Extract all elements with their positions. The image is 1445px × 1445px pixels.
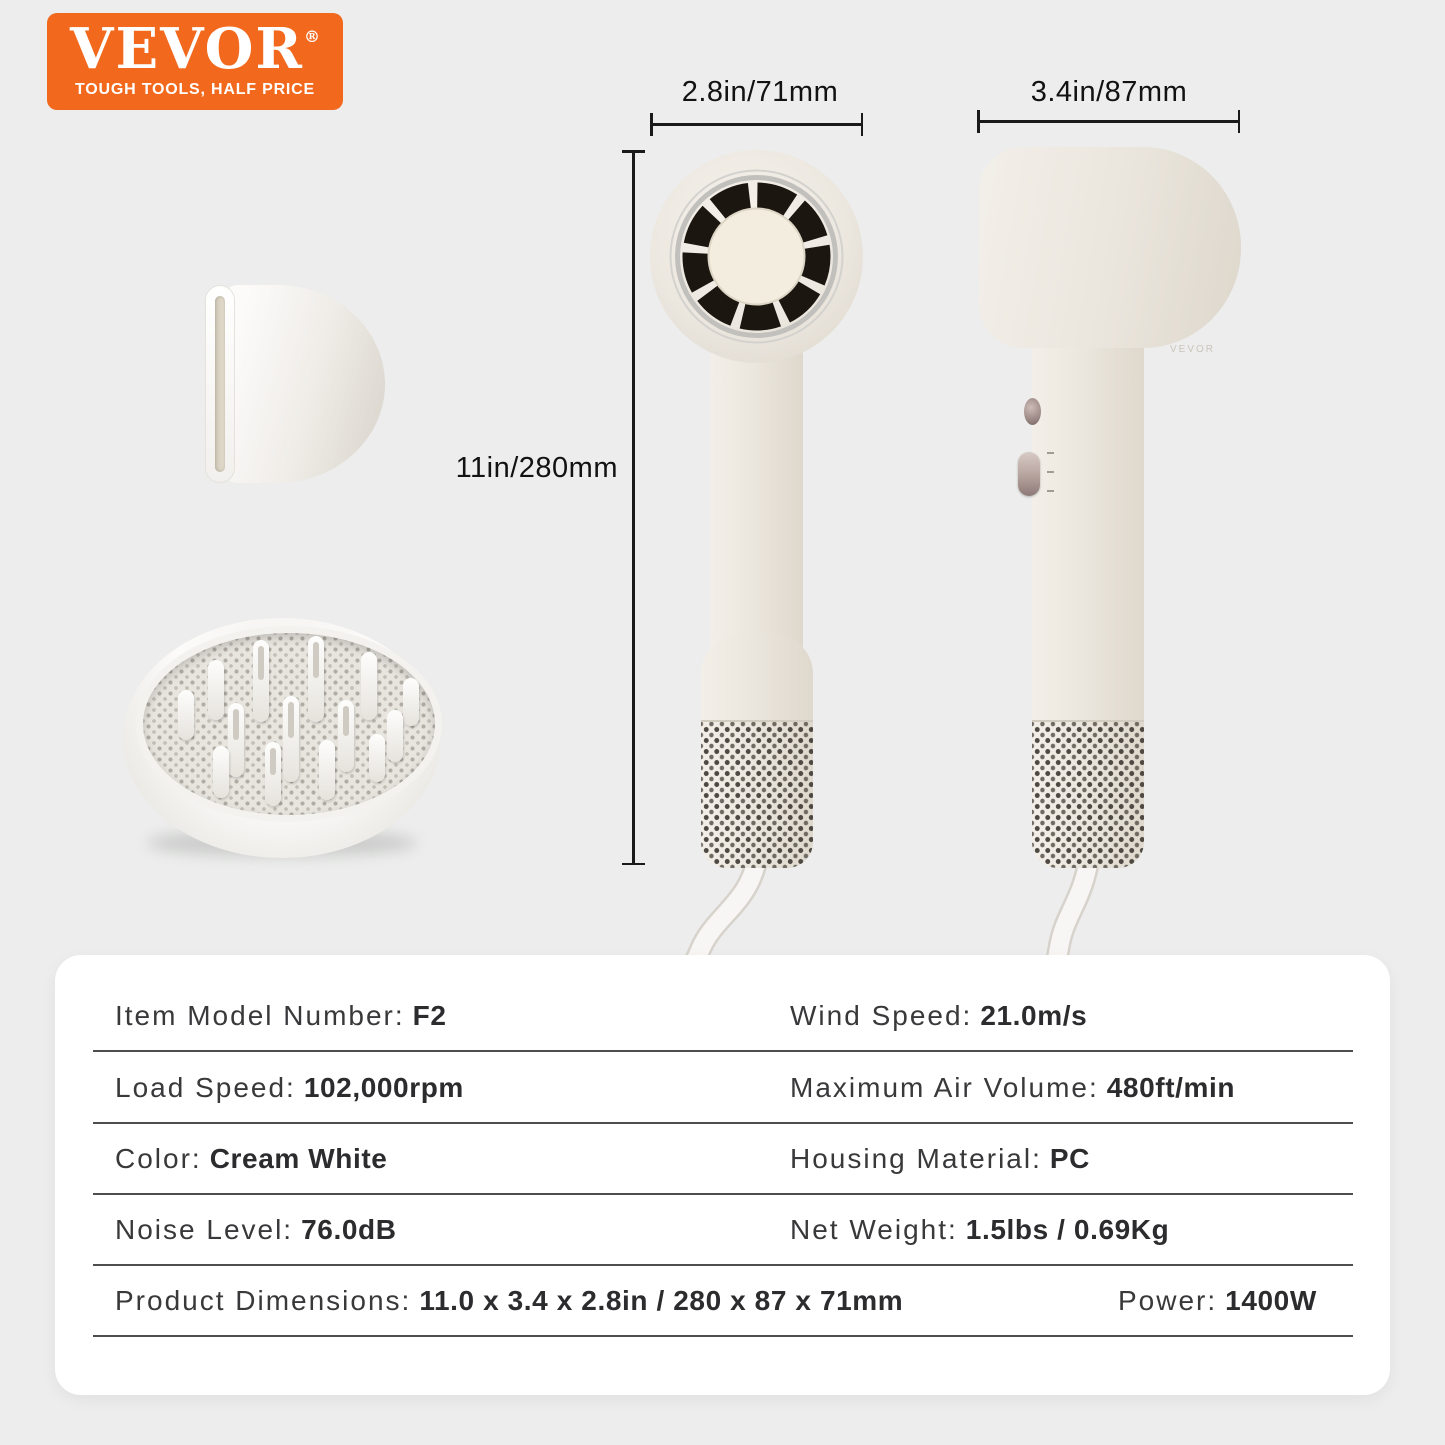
embossed-brand-text: VEVOR: [1170, 344, 1216, 355]
spec-net-weight: Net Weight: 1.5lbs / 0.69Kg: [790, 1213, 1170, 1245]
spec-product-dimensions: Product Dimensions: 11.0 x 3.4 x 2.8in / 280 x 87 x 71mm: [115, 1284, 904, 1316]
hair-dryer-side-view: [979, 147, 1241, 348]
diffuser-prong: [319, 740, 335, 800]
diffuser-prong: [387, 710, 403, 762]
hair-dryer-front-view: [650, 150, 863, 363]
diffuser-prong: [283, 696, 299, 782]
diffuser-prong: [403, 678, 419, 726]
nozzle-outlet-slit: [215, 296, 225, 472]
spec-color: Color: Cream White: [115, 1142, 388, 1174]
hair-dryer-side-handle: [1032, 330, 1144, 868]
registered-mark: ®: [303, 27, 320, 46]
spec-housing-material: Housing Material: PC: [790, 1142, 1090, 1174]
spec-item-model-number: Item Model Number: F2: [115, 999, 447, 1031]
diffuser-prong: [208, 660, 224, 720]
diffuser-prong: [338, 700, 354, 772]
nozzle-body: [223, 285, 385, 483]
switch-markings: [1047, 452, 1055, 492]
diffuser-prong: [228, 703, 244, 777]
diffuser-prong: [213, 746, 229, 798]
spec-load-speed: Load Speed: 102,000rpm: [115, 1071, 464, 1103]
hair-dryer-front-neck: [711, 348, 803, 678]
dimension-label-head-width: 2.8in/71mm: [681, 76, 839, 108]
diffuser-prong: [369, 734, 385, 782]
dimension-label-total-height: 11in/280mm: [455, 452, 618, 484]
spec-wind-speed: Wind Speed: 21.0m/s: [790, 999, 1088, 1031]
spec-table: [55, 955, 1390, 1395]
spec-row-5: [93, 1266, 1353, 1337]
diffuser-prong: [265, 742, 281, 806]
diffuser-prong: [308, 636, 324, 722]
power-button: [1024, 398, 1041, 425]
speed-switch: [1018, 452, 1040, 496]
diffuser-prong: [178, 690, 194, 740]
spec-row-2: [93, 1053, 1353, 1124]
front-vent-rings: [650, 150, 863, 363]
diffuser-prong: [253, 640, 269, 722]
dimension-label-barrel-length: 3.4in/87mm: [1030, 76, 1188, 108]
diffuser-prong: [361, 652, 377, 720]
air-inlet-perforations: [701, 720, 813, 868]
brand-tagline: TOUGH TOOLS, HALF PRICE: [74, 81, 316, 98]
spec-max-air-volume: Maximum Air Volume: 480ft/min: [790, 1071, 1236, 1103]
air-inlet-perforations: [1032, 720, 1144, 868]
hair-dryer-front-handle: [701, 634, 813, 868]
spec-power: Power: 1400W: [1118, 1284, 1317, 1316]
spec-row-1: [93, 981, 1353, 1052]
spec-row-4: [93, 1195, 1353, 1266]
concentrator-nozzle-attachment: [205, 283, 387, 485]
diffuser-attachment: [123, 618, 441, 858]
spec-row-3: [93, 1124, 1353, 1195]
spec-noise-level: Noise Level: 76.0dB: [115, 1213, 397, 1245]
brand-name: VEVOR®: [70, 16, 320, 82]
